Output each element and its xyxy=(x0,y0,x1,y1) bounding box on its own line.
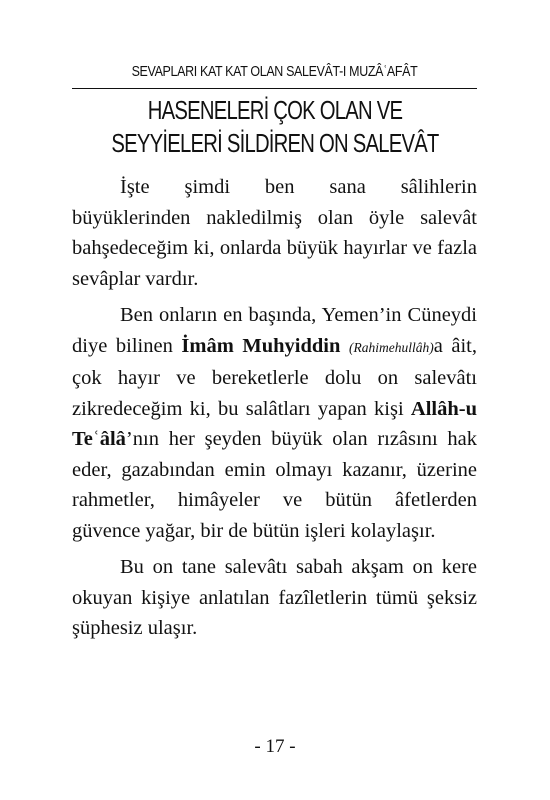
paragraph-2-text-a: Ben onların en başında, Yemen’in Cüneydi diye bilinen xyxy=(72,304,477,357)
chapter-title-line-1: HASENELERİ ÇOK OLAN VE xyxy=(147,95,403,125)
chapter-title-line-2: SEYYİELERİ SİLDİREN ON SALEVÂT xyxy=(111,128,439,158)
paragraph-2 xyxy=(72,300,477,546)
header-rule xyxy=(72,88,477,89)
imam-name: İmâm Muhyiddin xyxy=(181,334,341,357)
chapter-title xyxy=(107,94,442,160)
paragraph-2-text-c: a âit, çok hayır ve bereketlerle dolu on salevâtı zikredeceğim ki, bu salâtları yapan kişi xyxy=(72,334,478,420)
page-number: - 17 - xyxy=(254,736,296,757)
running-header: SEVAPLARI KAT KAT OLAN SALEVÂT-I MUZÂʿAFÂT xyxy=(131,64,418,80)
paragraph-3: Bu on tane salevâtı sabah akşam on kere okuyan kişiye anlatılan fazîletlerin tümü şeksiz şüphesiz ulaşır. xyxy=(72,556,477,639)
paragraph-2-text-b xyxy=(340,335,349,357)
paragraph-2-text-d: ’nın her şeyden büyük olan rızâsını hak eder, gazabından emin olmayı kazanır, üzerine rahmetler, himâyeler ve bütün âfetlerden güvence yağar, bir de bütün işleri kolaylaşır. xyxy=(72,428,477,542)
honorific: (Rahimehullâh) xyxy=(348,339,434,355)
allah-name: Allâh-u Teʿâlâ xyxy=(72,397,477,450)
paragraph-1: İşte şimdi ben sana sâlihlerin büyüklerinden nakledilmiş olan öyle salevât bahşedeceğim ki, onlarda büyük hayırlar ve fazla sevâplar vardır. xyxy=(72,176,477,290)
body-text xyxy=(72,172,477,650)
